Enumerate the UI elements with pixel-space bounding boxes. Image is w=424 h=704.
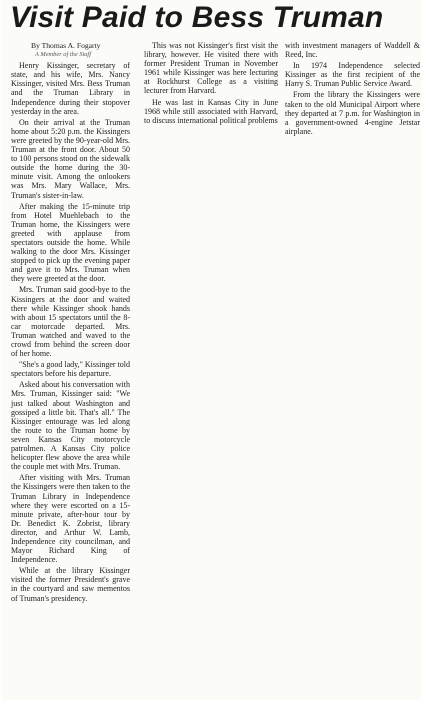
paragraph: "She's a good lady," Kissinger told spectators before his departure. (11, 360, 130, 379)
paragraph: On their arrival at the Truman home about 5:20 p.m. the Kissingers were greeted by the 90-year-old Mrs. Truman at the front door. About 50 to 100 persons stood on the sidewalk outside the home during the 30-minute visit. Among the onlookers was Mrs. Mary Wallace, Mrs. Truman's sister-in-law. (11, 117, 130, 200)
paragraph: From the library the Kissingers were taken to the old Municipal Airport where they departed at 7 p.m. for Washington in a government-owned 4-engine Jetstar airplane. (285, 90, 420, 136)
paragraph: Henry Kissinger, secretary of state, and his wife, Mrs. Nancy Kissinger, visited Mrs. Bess Truman and the Truman Library in Independence during their stopover yesterday in the area. (11, 61, 130, 116)
byline: By Thomas A. Fogarty (31, 41, 101, 50)
byline-sub: A Member of the Staff (35, 51, 91, 59)
newspaper-clipping (2, 0, 421, 700)
paragraph: with investment managers of Waddell & Reed, Inc. (285, 41, 420, 60)
paragraph: He was last in Kansas City in June 1968 while still associated with Harvard, to discuss international political problems (144, 97, 278, 125)
paragraph: This was not Kissinger's first visit the library, however. He visited there with former President Truman in November 1961 while Kissinger was here lecturing at Rockhurst College as a visiting lecturer from Harvard. (144, 41, 278, 96)
paragraph: After making the 15-minute trip from Hotel Muehlebach to the Truman home, the Kissingers were greeted with applause from spectators outside the home. While walking to the door Mrs. Kissinger stopped to pick up the evening paper and gave it to Mrs. Truman when they were greeted at the door. (11, 201, 130, 284)
headline: Visit Paid to Bess Truman (10, 1, 384, 34)
column-2 (144, 41, 278, 127)
paragraph: While at the library Kissinger visited the former President's grave in the courtyard and saw mementos of Truman's presidency. (11, 566, 130, 603)
paragraph: Asked about his conversation with Mrs. Truman, Kissinger said: "We just talked about Washington and gossiped a little bit. That's all." The Kissinger entourage was led along the route to the Truman home by seven Kansas City motorcycle patrolmen. A Kansas City police helicopter flew above the area while the couple met with Mrs. Truman. (11, 380, 130, 472)
paragraph: In 1974 Independence selected Kissinger as the first recipient of the Harry S. Truman Public Service Award. (285, 61, 420, 89)
column-1 (11, 41, 130, 605)
paragraph: After visiting with Mrs. Truman the Kissingers were then taken to the Truman Library in Independence where they were escorted on a 15-minute private, after-hour tour by Dr. Benedict K. Zobrist, library director, and Arthur W. Lamb, Independence city councilman, and Mayor Richard King of Independence. (11, 473, 130, 565)
paragraph: Mrs. Truman said good-bye to the Kissingers at the door and waited there while Kissinger shook hands with about 15 spectators until the 8-car motorcade departed. Mrs. Truman watched and waved to the crowd from behind the screen door of her home. (11, 285, 130, 359)
column-3 (285, 41, 420, 138)
